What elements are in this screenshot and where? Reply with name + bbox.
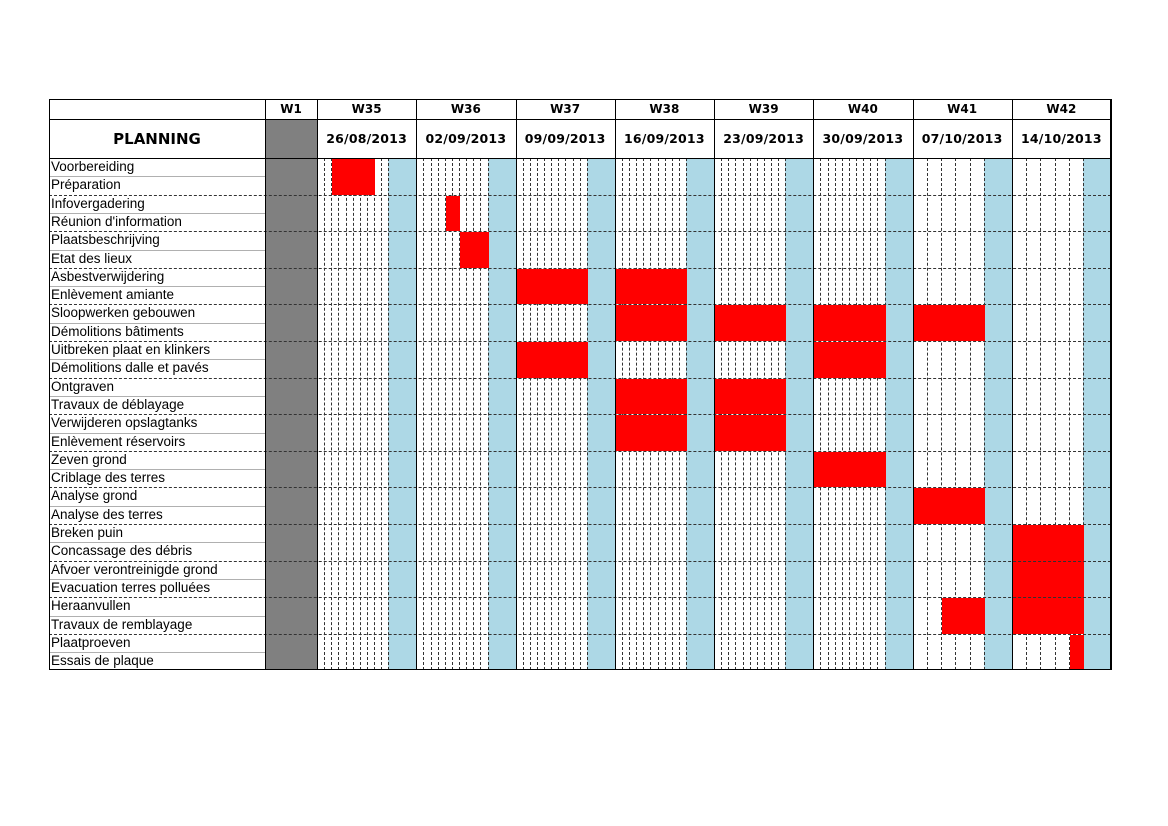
week-border: [714, 99, 715, 670]
week-border: [913, 99, 914, 670]
week-number: W42: [1046, 102, 1077, 116]
task-bar: [942, 598, 985, 634]
task-name-nl: Asbestverwijdering: [51, 268, 165, 284]
task-name-nl: Plaatproeven: [51, 634, 131, 650]
task-bar: [517, 269, 588, 305]
task-bar: [460, 232, 489, 268]
week-start-date: 09/09/2013: [524, 131, 606, 146]
task-name-nl: Analyse grond: [51, 488, 138, 504]
header-row-border: [265, 119, 1111, 120]
week-number: W40: [847, 102, 878, 116]
week-border: [615, 99, 616, 670]
task-bar: [517, 342, 588, 378]
gantt-chart: [49, 99, 1111, 671]
task-name-fr: Essais de plaque: [51, 653, 154, 669]
week-border: [1012, 99, 1013, 670]
table-bottom-border: [49, 669, 1111, 670]
task-name-fr: Etat des lieux: [51, 250, 133, 266]
task-bar: [332, 159, 375, 195]
week-number: W38: [649, 102, 680, 116]
task-bar: [1070, 635, 1084, 671]
task-name-nl: Infovergadering: [51, 195, 145, 211]
task-bar: [914, 305, 985, 341]
task-name-fr: Démolitions dalle et pavés: [51, 360, 209, 376]
task-bar: [814, 305, 885, 341]
task-name-nl: Plaatsbeschrijving: [51, 232, 160, 248]
task-name-nl: Ontgraven: [51, 378, 115, 394]
grey-column: [265, 119, 317, 670]
task-name-fr: Evacuation terres polluées: [51, 579, 211, 595]
week-start-date: 07/10/2013: [921, 131, 1003, 146]
task-bar: [715, 305, 786, 341]
week-border: [416, 99, 417, 670]
task-name-nl: Uitbreken plaat en klinkers: [51, 342, 211, 357]
task-bar: [715, 379, 786, 415]
task-name-fr: Enlèvement réservoirs: [51, 433, 186, 449]
task-bar: [616, 269, 687, 305]
task-name-fr: Enlèvement amiante: [51, 287, 175, 303]
week-start-date: 26/08/2013: [326, 131, 407, 146]
week-start-date: 23/09/2013: [723, 131, 804, 146]
planning-title: PLANNING: [113, 129, 201, 148]
week-number: W36: [450, 102, 481, 116]
table-top-border: [49, 99, 1111, 100]
table-right-border: [1110, 99, 1111, 670]
header-gap-line: [49, 119, 265, 120]
week-start-date: 14/10/2013: [1021, 131, 1102, 146]
task-name-nl: Heraanvullen: [51, 598, 131, 614]
grey-column-border: [317, 99, 318, 670]
week-number: W41: [947, 102, 978, 116]
task-name-fr: Analyse des terres: [51, 506, 163, 522]
task-name-fr: Criblage des terres: [51, 470, 166, 486]
week-border: [1111, 99, 1112, 670]
task-bar: [616, 379, 687, 415]
task-name-fr: Concassage des débris: [51, 543, 193, 559]
week-start-date: 16/09/2013: [624, 131, 705, 146]
task-name-fr: Réunion d'information: [51, 213, 182, 229]
label-column-border: [265, 99, 266, 670]
week-start-date: 02/09/2013: [425, 131, 507, 146]
task-name-nl: Breken puin: [51, 525, 124, 540]
task-bar: [814, 452, 885, 488]
week-start-date: 30/09/2013: [822, 131, 904, 146]
header-bottom-border: [49, 158, 1111, 159]
task-bar: [616, 305, 687, 341]
task-name-nl: Verwijderen opslagtanks: [51, 415, 198, 431]
task-name-fr: Travaux de déblayage: [51, 396, 185, 412]
task-bar: [1013, 525, 1084, 634]
task-bar: [914, 488, 985, 524]
week-number: W39: [748, 102, 779, 116]
task-bar: [814, 342, 885, 378]
task-name-nl: Zeven grond: [51, 451, 127, 467]
first-week-label: W1: [280, 102, 302, 116]
week-number: W35: [351, 102, 382, 116]
task-bar: [446, 196, 460, 232]
week-border: [813, 99, 814, 670]
task-name-fr: Travaux de remblayage: [51, 616, 193, 632]
task-bar: [715, 415, 786, 451]
week-border: [516, 99, 517, 670]
task-name-fr: Préparation: [51, 177, 121, 193]
task-bar: [616, 415, 687, 451]
table-left-border: [49, 99, 50, 670]
task-name-nl: Afvoer verontreinigde grond: [51, 561, 218, 577]
task-name-nl: Sloopwerken gebouwen: [51, 305, 196, 321]
task-name-nl: Voorbereiding: [51, 159, 135, 174]
week-number: W37: [550, 102, 581, 116]
task-name-fr: Démolitions bâtiments: [51, 323, 184, 339]
